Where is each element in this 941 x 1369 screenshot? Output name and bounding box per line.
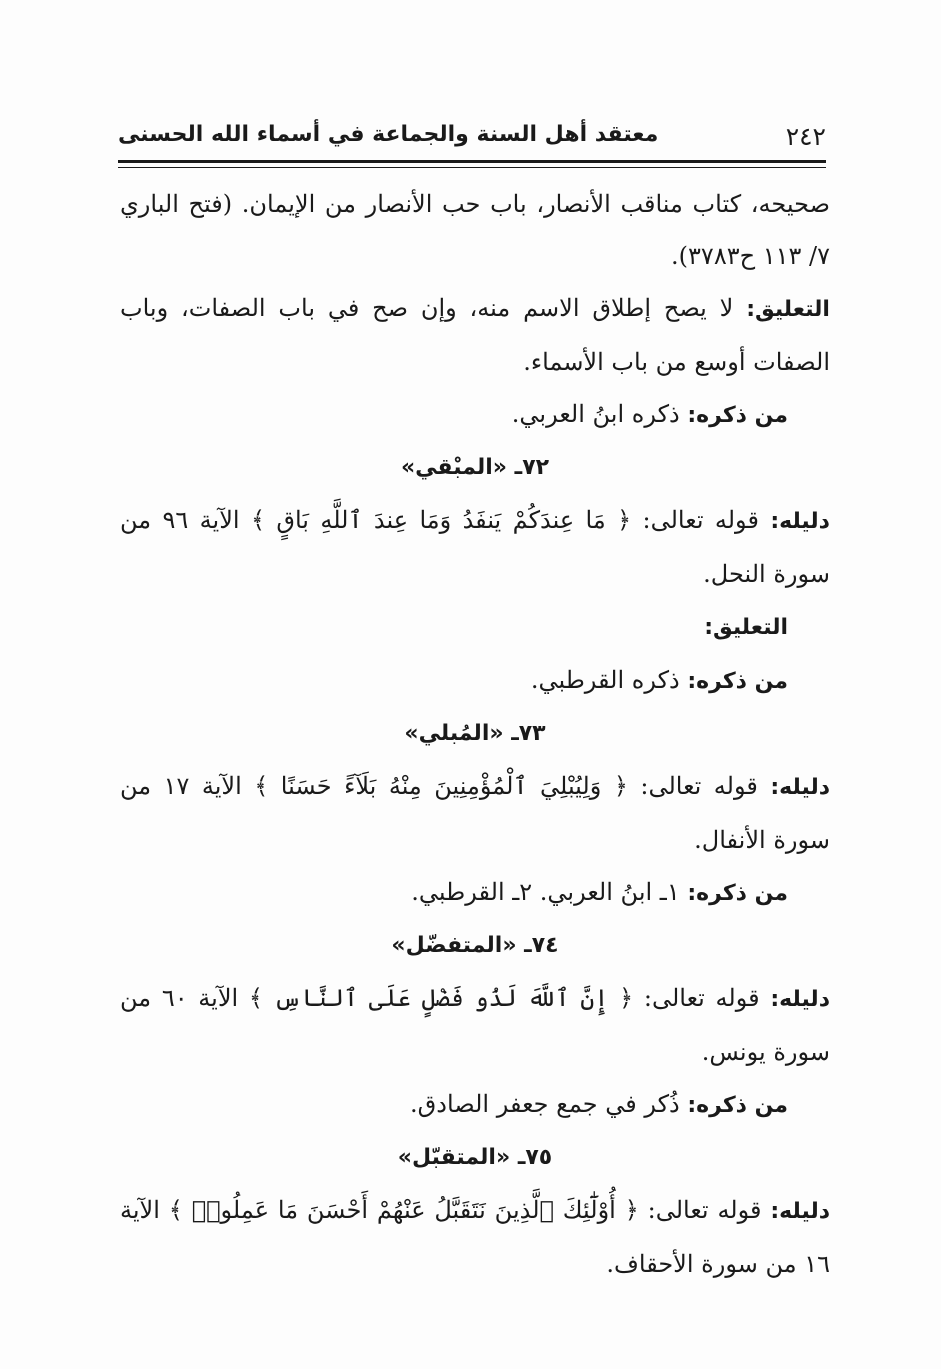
verse-reference: الآية ٦٠ من سورة يونس.	[120, 984, 830, 1066]
quran-close-bracket: ﴾	[248, 984, 263, 1012]
evidence-paragraph-74: دليله: قوله تعالى: ﴿ إِنَّ ٱللَّهَ لَذُو فَضْلٍ عَلَى ٱلنَّاسِ ﴾ الآية ٦٠ من سورة يونس.	[120, 984, 830, 1066]
entry-heading-72: ٧٢ـ «المبْقي»	[400, 455, 550, 480]
mentioned-by-label: من ذكره:	[687, 1093, 788, 1118]
book-title: معتقد أهل السنة والجماعة في أسماء الله الحسنى	[118, 122, 659, 147]
quran-close-bracket: ﴾	[250, 506, 265, 534]
quran-open-bracket: ﴿	[617, 506, 632, 534]
mentioned-by-label: من ذكره:	[687, 403, 788, 428]
page-body	[120, 178, 830, 1290]
footnote-continuation: صحيحه، كتاب مناقب الأنصار، باب حب الأنصار من الإيمان. (فتح الباري ٧/ ١١٣ ح٣٧٨٣).	[120, 190, 830, 270]
commentary-72	[120, 600, 830, 654]
commentary-label: التعليق:	[704, 615, 788, 640]
header-rule-thick	[118, 160, 826, 163]
mentioned-by: من ذكره: ذكره ابنُ العربي.	[511, 400, 788, 428]
entry-heading-74: ٧٤ـ «المتفضّل»	[391, 933, 559, 958]
commentary-paragraph: التعليق: لا يصح إطلاق الاسم منه، وإن صح في باب الصفات، وباب الصفات أوسع من باب الأسماء.	[120, 294, 830, 376]
quran-verse: أُوْلَٰٓئِكَ ٱلَّذِينَ نَتَقَبَّلُ عَنْهُمْ أَحْسَنَ مَا عَمِلُوا۟	[191, 1196, 616, 1224]
quran-verse: مَا عِندَكُمْ يَنفَدُ وَمَا عِندَ ٱللَّهِ بَاقٍ	[276, 506, 606, 534]
evidence-label: دليله:	[770, 775, 830, 800]
quran-verse: إِنَّ ٱللَّهَ لَذُو فَضْلٍ عَلَى ٱلنَّاسِ	[273, 984, 609, 1012]
evidence-paragraph-73: دليله: قوله تعالى: ﴿ وَلِيُبْلِيَ ٱلْمُؤْمِنِينَ مِنْهُ بَلَآءً حَسَنًا ﴾ الآية ١٧ من سورة الأنفال.	[120, 772, 830, 854]
quran-close-bracket: ﴾	[168, 1196, 183, 1224]
entry-heading-73: ٧٣ـ «المُبلي»	[404, 721, 546, 746]
quran-open-bracket: ﴿	[624, 1196, 639, 1224]
verse-reference: الآية ١٧ من سورة الأنفال.	[120, 772, 830, 854]
evidence-label: دليله:	[770, 987, 830, 1012]
mentioned-by-label: من ذكره:	[687, 881, 788, 906]
page-number: ٢٤٢	[785, 122, 826, 151]
evidence-paragraph-75: دليله: قوله تعالى: ﴿ أُوْلَٰٓئِكَ ٱلَّذِينَ نَتَقَبَّلُ عَنْهُمْ أَحْسَنَ مَا عَمِلُوا۟ ﴾ الآية ١٦ من سورة الأحقاف.	[120, 1196, 831, 1278]
mentioned-by-label: من ذكره:	[687, 669, 788, 694]
evidence-label: دليله:	[770, 1199, 831, 1224]
evidence-paragraph-72: دليله: قوله تعالى: ﴿ مَا عِندَكُمْ يَنفَدُ وَمَا عِندَ ٱللَّهِ بَاقٍ ﴾ الآية ٩٦ من سورة النحل.	[120, 506, 830, 588]
mentioned-by-74: من ذكره: ذُكر في جمع جعفر الصادق.	[410, 1090, 788, 1118]
commentary-label: التعليق:	[746, 297, 830, 322]
running-header	[118, 118, 826, 158]
quran-verse: وَلِيُبْلِيَ ٱلْمُؤْمِنِينَ مِنْهُ بَلَآءً حَسَنًا	[280, 772, 602, 800]
header-rule-thin	[118, 167, 826, 168]
entry-heading-75: ٧٥ـ «المتقبّل»	[397, 1145, 553, 1170]
mentioned-by-72: من ذكره: ذكره القرطبي.	[530, 666, 788, 694]
verse-reference: الآية ١٦ من سورة الأحقاف.	[120, 1196, 830, 1278]
quran-close-bracket: ﴾	[254, 772, 269, 800]
quran-open-bracket: ﴿	[613, 772, 628, 800]
evidence-label: دليله:	[770, 509, 830, 534]
verse-reference: الآية ٩٦ من سورة النحل.	[120, 506, 830, 588]
quran-open-bracket: ﴿	[619, 984, 634, 1012]
mentioned-by-73: من ذكره: ١ـ ابنُ العربي. ٢ـ القرطبي.	[411, 878, 788, 906]
